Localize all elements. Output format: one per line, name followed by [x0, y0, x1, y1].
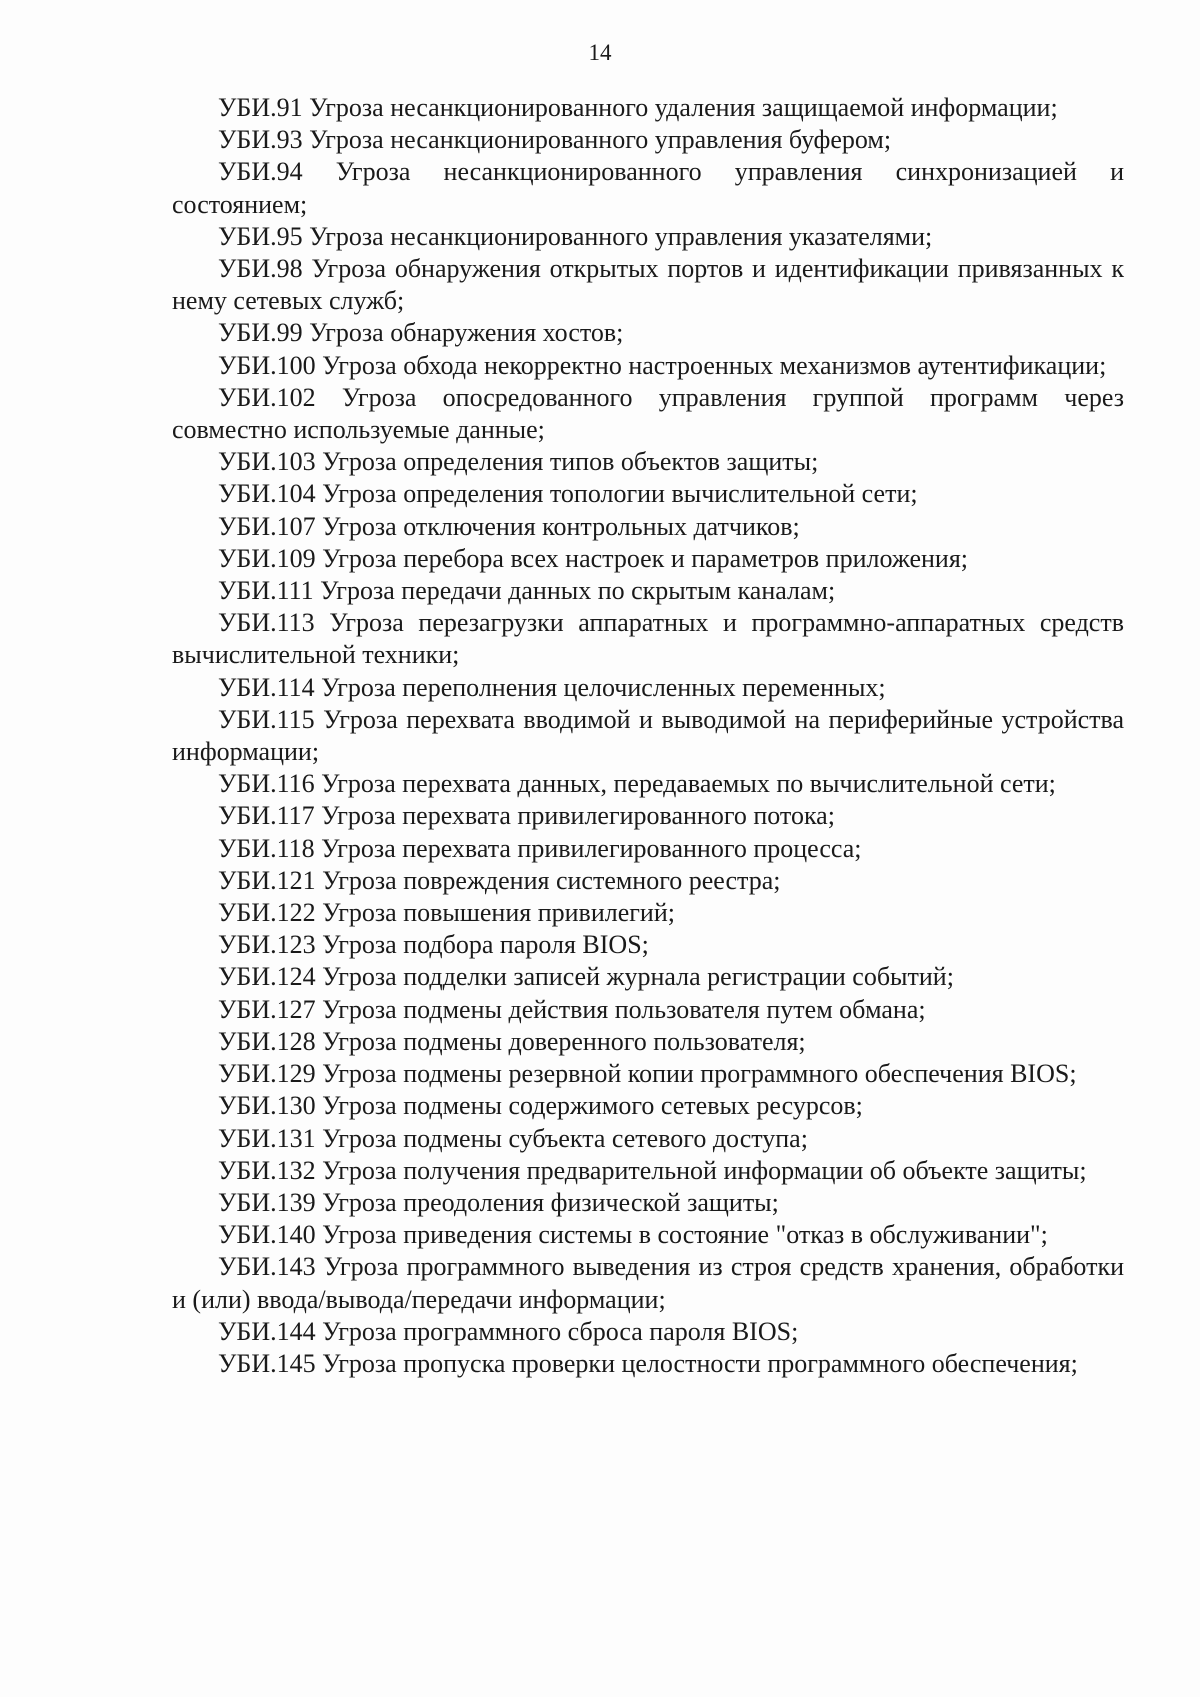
threat-item-ubi-116: УБИ.116 Угроза перехвата данных, передаваемых по вычислительной сети;	[218, 769, 1056, 799]
threat-item-ubi-93: УБИ.93 Угроза несанкционированного управления буфером;	[218, 125, 892, 155]
threat-item-ubi-131: УБИ.131 Угроза подмены субъекта сетевого доступа;	[218, 1123, 808, 1153]
threat-list	[172, 92, 1124, 1380]
threat-item-ubi-99: УБИ.99 Угроза обнаружения хостов;	[218, 318, 624, 348]
threat-item-ubi-117: УБИ.117 Угроза перехвата привилегированного потока;	[218, 801, 835, 831]
threat-item-ubi-94: УБИ.94 Угроза несанкционированного управления синхронизацией и состоянием;	[172, 157, 1124, 219]
threat-item-ubi-129: УБИ.129 Угроза подмены резервной копии программного обеспечения BIOS;	[218, 1059, 1077, 1089]
threat-item-ubi-111: УБИ.111 Угроза передачи данных по скрытым каналам;	[218, 576, 836, 606]
page-number: 14	[588, 40, 612, 65]
threat-item-ubi-122: УБИ.122 Угроза повышения привилегий;	[218, 898, 675, 928]
threat-item-ubi-132: УБИ.132 Угроза получения предварительной информации об объекте защиты;	[218, 1155, 1087, 1185]
threat-item-ubi-144: УБИ.144 Угроза программного сброса пароля BIOS;	[218, 1316, 799, 1346]
threat-item-ubi-145: УБИ.145 Угроза пропуска проверки целостности программного обеспечения;	[218, 1348, 1078, 1378]
threat-item-ubi-98: УБИ.98 Угроза обнаружения открытых портов и идентификации привязанных к нему сетевых служб;	[172, 254, 1124, 316]
threat-item-ubi-128: УБИ.128 Угроза подмены доверенного пользователя;	[218, 1026, 806, 1056]
threat-item-ubi-109: УБИ.109 Угроза перебора всех настроек и параметров приложения;	[218, 543, 969, 573]
threat-item-ubi-121: УБИ.121 Угроза повреждения системного реестра;	[218, 865, 781, 895]
threat-item-ubi-140: УБИ.140 Угроза приведения системы в состояние "отказ в обслуживании";	[218, 1220, 1048, 1250]
threat-item-ubi-123: УБИ.123 Угроза подбора пароля BIOS;	[218, 930, 649, 960]
threat-item-ubi-115: УБИ.115 Угроза перехвата вводимой и выводимой на периферийные устройства информации;	[172, 704, 1124, 767]
threat-item-ubi-124: УБИ.124 Угроза подделки записей журнала регистрации событий;	[218, 962, 954, 992]
threat-item-ubi-130: УБИ.130 Угроза подмены содержимого сетевых ресурсов;	[218, 1091, 863, 1121]
threat-item-ubi-102: УБИ.102 Угроза опосредованного управления группой программ через совместно используемые данные;	[172, 382, 1124, 445]
threat-item-ubi-95: УБИ.95 Угроза несанкционированного управления указателями;	[218, 221, 933, 251]
threat-item-ubi-139: УБИ.139 Угроза преодоления физической защиты;	[218, 1187, 779, 1217]
threat-item-ubi-107: УБИ.107 Угроза отключения контрольных датчиков;	[218, 511, 800, 541]
threat-item-ubi-113: УБИ.113 Угроза перезагрузки аппаратных и программно-аппаратных средств вычислительной техники;	[172, 608, 1124, 670]
threat-item-ubi-100: УБИ.100 Угроза обхода некорректно настроенных механизмов аутентификации;	[218, 350, 1107, 380]
threat-item-ubi-118: УБИ.118 Угроза перехвата привилегированного процесса;	[218, 833, 862, 863]
threat-item-ubi-103: УБИ.103 Угроза определения типов объектов защиты;	[218, 447, 819, 477]
threat-item-ubi-143: УБИ.143 Угроза программного выведения из строя средств хранения, обработки и (или) ввода/вывода/передачи информации;	[172, 1252, 1124, 1314]
threat-item-ubi-114: УБИ.114 Угроза переполнения целочисленных переменных;	[218, 672, 886, 702]
threat-item-ubi-104: УБИ.104 Угроза определения топологии вычислительной сети;	[218, 479, 918, 509]
threat-item-ubi-127: УБИ.127 Угроза подмены действия пользователя путем обмана;	[218, 994, 926, 1024]
threat-item-ubi-91: УБИ.91 Угроза несанкционированного удаления защищаемой информации;	[218, 93, 1058, 122]
